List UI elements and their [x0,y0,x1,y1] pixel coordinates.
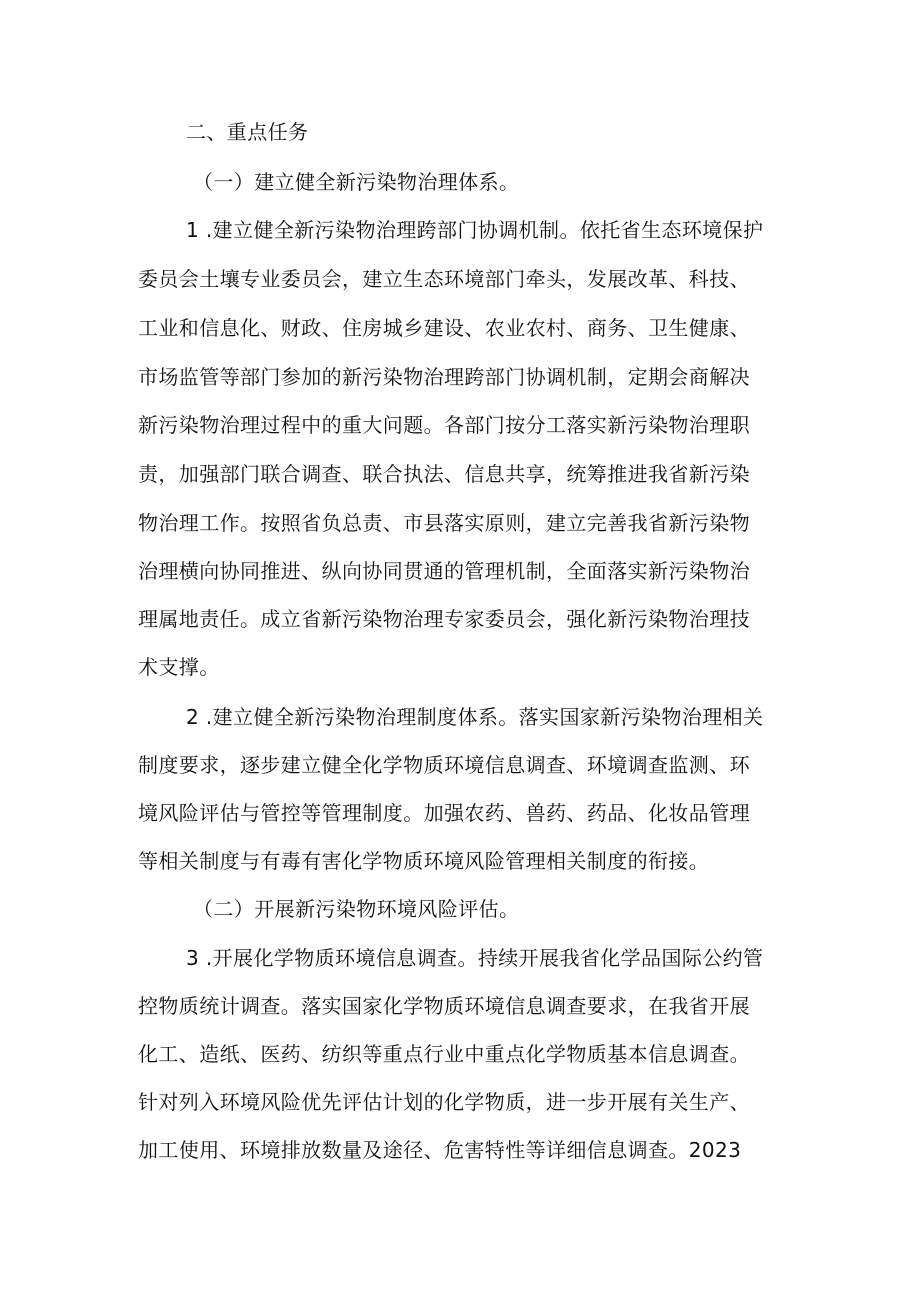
paragraph-3-line-2: 控物质统计调查。落实国家化学物质环境信息调查要求，在我省开展 [138,994,750,1018]
paragraph-1-line-9: 理属地责任。成立省新污染物治理专家委员会，强化新污染物治理技 [138,607,750,631]
paragraph-1-line-3: 工业和信息化、财政、住房城乡建设、农业农村、商务、卫生健康、 [138,316,750,340]
paragraph-1-line-4: 市场监管等部门参加的新污染物治理跨部门协调机制，定期会商解决 [138,365,750,389]
paragraph-1-line-7: 物治理工作。按照省负总责、市县落实原则，建立完善我省新污染物 [138,511,750,535]
paragraph-1-line-5: 新污染物治理过程中的重大问题。各部门按分工落实新污染物治理职 [138,413,750,437]
subsection-heading-2: （二）开展新污染物环境风险评估。 [193,897,520,921]
paragraph-3-line-1: 3 .开展化学物质环境信息调查。持续开展我省化学品国际公约管 [186,946,764,970]
paragraph-1-line-6: 责，加强部门联合调查、联合执法、信息共享，统筹推进我省新污染 [138,462,750,486]
subsection-heading-1: （一）建立健全新污染物治理体系。 [193,170,520,194]
paragraph-1-line-2: 委员会土壤专业委员会，建立生态环境部门牵头，发展改革、科技、 [138,267,750,291]
paragraph-3-line-3: 化工、造纸、医药、纺织等重点行业中重点化学物质基本信息调查。 [138,1042,750,1066]
paragraph-2-line-4: 等相关制度与有毒有害化学物质环境风险管理相关制度的衔接。 [138,849,710,873]
paragraph-2-line-1: 2 .建立健全新污染物治理制度体系。落实国家新污染物治理相关 [186,705,764,729]
paragraph-2-line-3: 境风险评估与管控等管理制度。加强农药、兽药、药品、化妆品管理 [138,801,750,825]
section-heading: 二、重点任务 [186,120,309,144]
paragraph-1-line-8: 治理横向协同推进、纵向协同贯通的管理机制，全面落实新污染物治 [138,559,750,583]
paragraph-3-line-4: 针对列入环境风险优先评估计划的化学物质，进一步开展有关生产、 [138,1090,750,1114]
paragraph-2-line-2: 制度要求，逐步建立健全化学物质环境信息调查、环境调查监测、环 [138,753,750,777]
paragraph-3-line-5: 加工使用、环境排放数量及途径、危害特性等详细信息调查。2023 [138,1138,742,1162]
paragraph-1-line-10: 术支撑。 [138,655,220,679]
paragraph-1-line-1: 1 .建立健全新污染物治理跨部门协调机制。依托省生态环境保护 [186,218,764,242]
